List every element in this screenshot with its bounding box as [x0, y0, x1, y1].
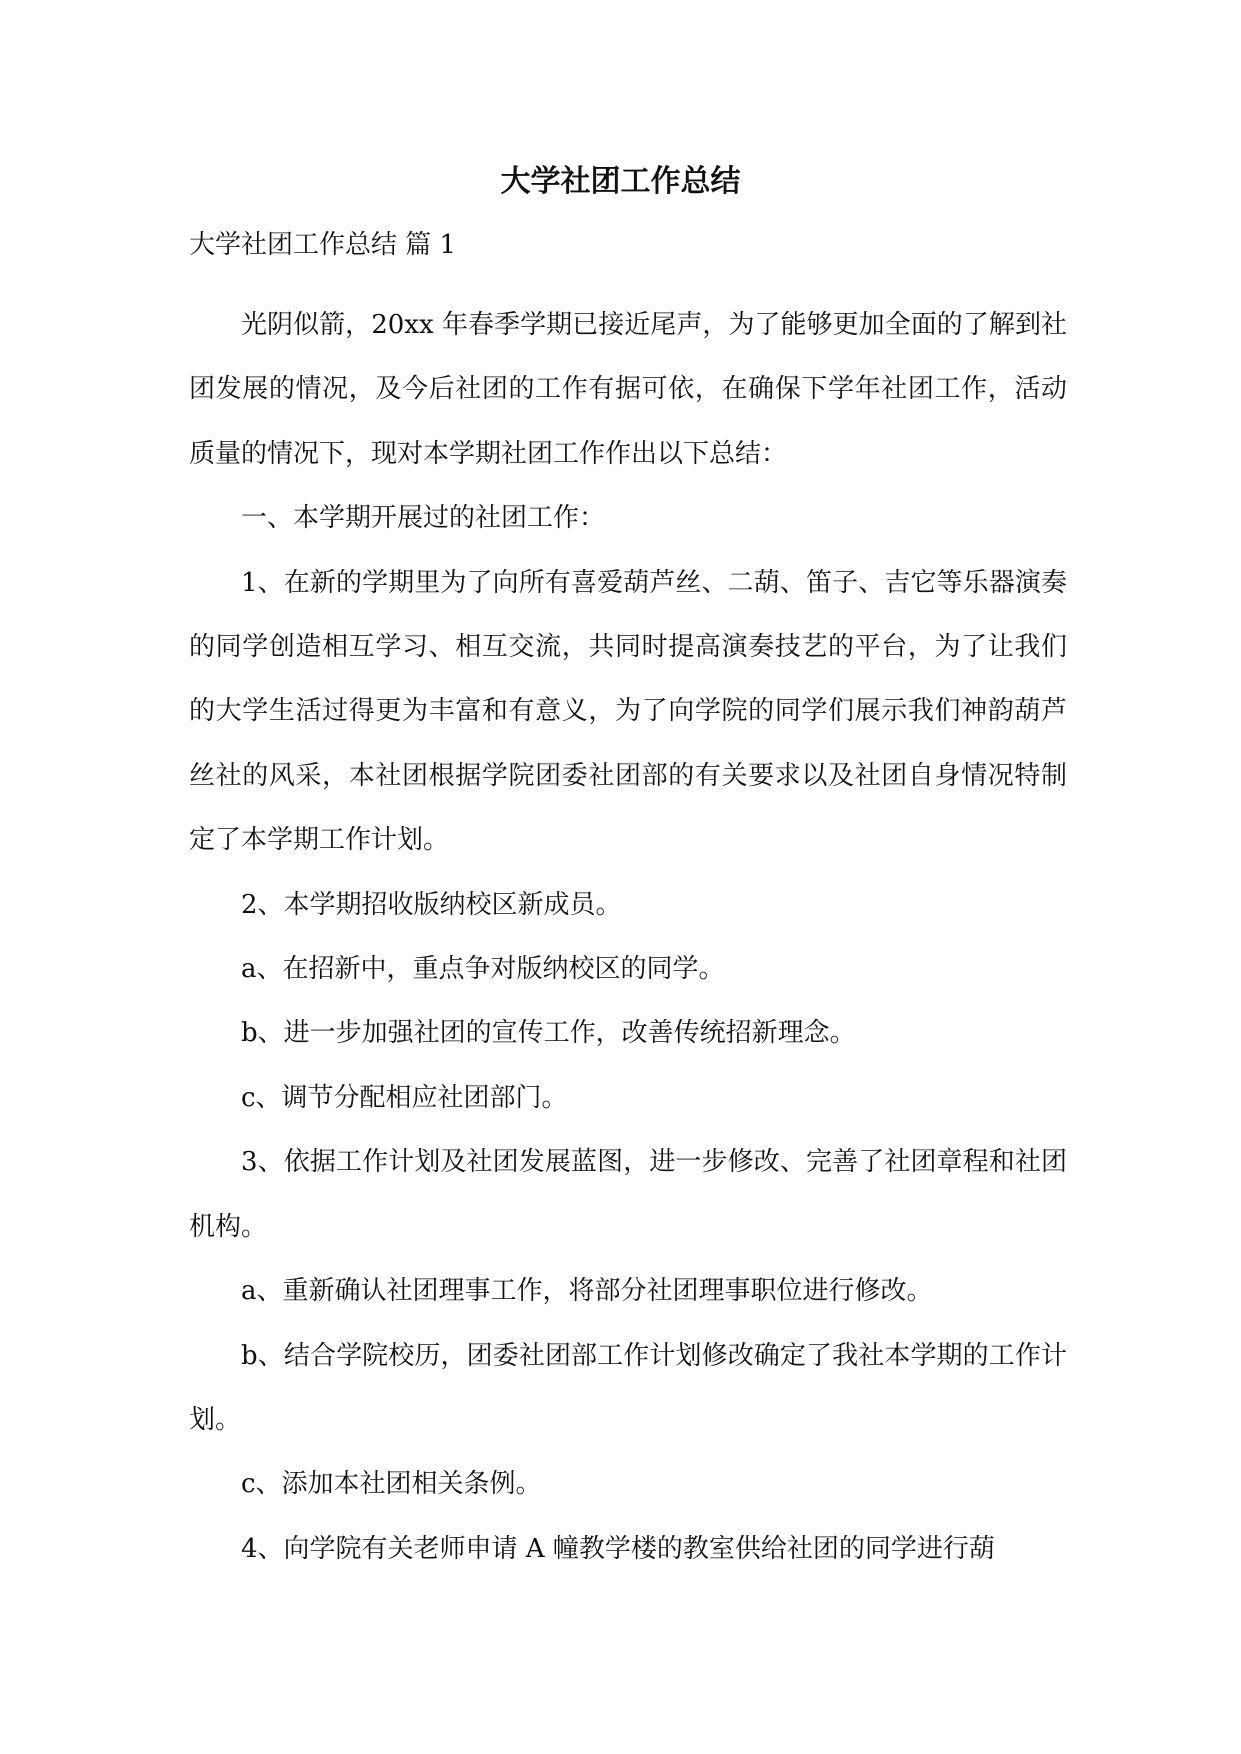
document-subtitle: 大学社团工作总结 篇 1 — [189, 230, 457, 260]
paragraph: 1、在新的学期里为了向所有喜爱葫芦丝、二葫、笛子、吉它等乐器演奏的同学创造相互学习、相互交流，共同时提高演奏技艺的平台，为了让我们的大学生活过得更为丰富和有意义，为了向学院的同学们展示我们神韵葫芦丝社的风采，本社团根据学院团委社团部的有关要求以及社团自身情况特制定了本学期工作计划。 — [189, 567, 1067, 856]
paragraph: 4、向学院有关老师申请 A 幢教学楼的教室供给社团的同学进行葫 — [241, 1533, 995, 1564]
paragraph: b、进一步加强社团的宣传工作，改善传统招新理念。 — [241, 1018, 856, 1049]
paragraph: c、添加本社团相关条例。 — [241, 1469, 542, 1500]
paragraph: 一、本学期开展过的社团工作： — [241, 503, 606, 534]
paragraph: a、重新确认社团理事工作，将部分社团理事职位进行修改。 — [241, 1276, 933, 1307]
paragraph: a、在招新中，重点争对版纳校区的同学。 — [241, 954, 725, 985]
paragraph: 2、本学期招收版纳校区新成员。 — [241, 889, 622, 920]
paragraph: c、调节分配相应社团部门。 — [241, 1082, 568, 1113]
paragraph: 3、依据工作计划及社团发展蓝图，进一步修改、完善了社团章程和社团机构。 — [189, 1147, 1067, 1242]
paragraph: b、结合学院校历，团委社团部工作计划修改确定了我社本学期的工作计划。 — [189, 1340, 1067, 1435]
document-title: 大学社团工作总结 — [500, 164, 741, 199]
document-body — [189, 229, 1067, 1581]
paragraph: 光阴似箭，20xx 年春季学期已接近尾声，为了能够更加全面的了解到社团发展的情况，及今后社团的工作有据可依，在确保下学年社团工作，活动质量的情况下，现对本学期社团工作作出以下总结： — [189, 310, 1067, 469]
